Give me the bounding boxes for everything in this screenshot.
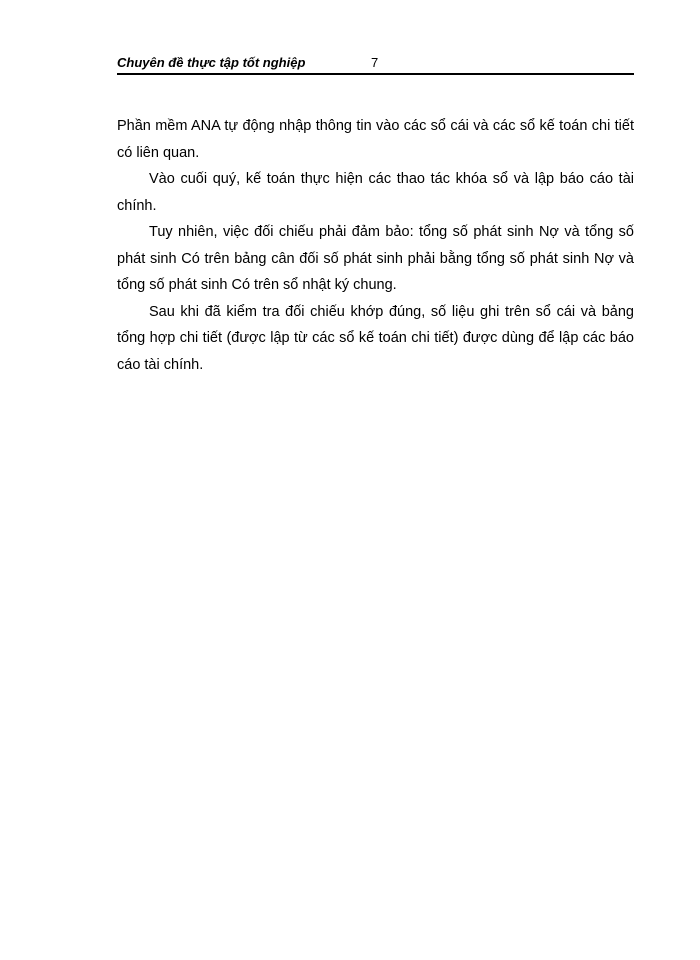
paragraph: Tuy nhiên, việc đối chiếu phải đảm bảo: tổng số phát sinh Nợ và tổng số phát sinh Có trên bảng cân đối số phát sinh phải bằng tổng số phát sinh Nợ và tổng số phát sinh Có trên sổ nhật ký chung.	[117, 224, 634, 293]
paragraph: Sau khi đã kiểm tra đối chiếu khớp đúng, số liệu ghi trên sổ cái và bảng tổng hợp chi tiết (được lập từ các sổ kế toán chi tiết) được dùng để lập các báo cáo tài chính.	[117, 303, 634, 373]
page-number: 7	[371, 55, 379, 70]
paragraph: Vào cuối quý, kế toán thực hiện các thao tác khóa sổ và lập báo cáo tài chính.	[117, 171, 634, 214]
header-title: Chuyên đề thực tập tốt nghiệp	[117, 55, 306, 70]
page-header	[117, 55, 634, 75]
document-body	[117, 113, 634, 378]
paragraph: Phần mềm ANA tự động nhập thông tin vào các sổ cái và các sổ kế toán chi tiết có liên quan.	[117, 118, 634, 161]
header-divider	[117, 73, 634, 75]
